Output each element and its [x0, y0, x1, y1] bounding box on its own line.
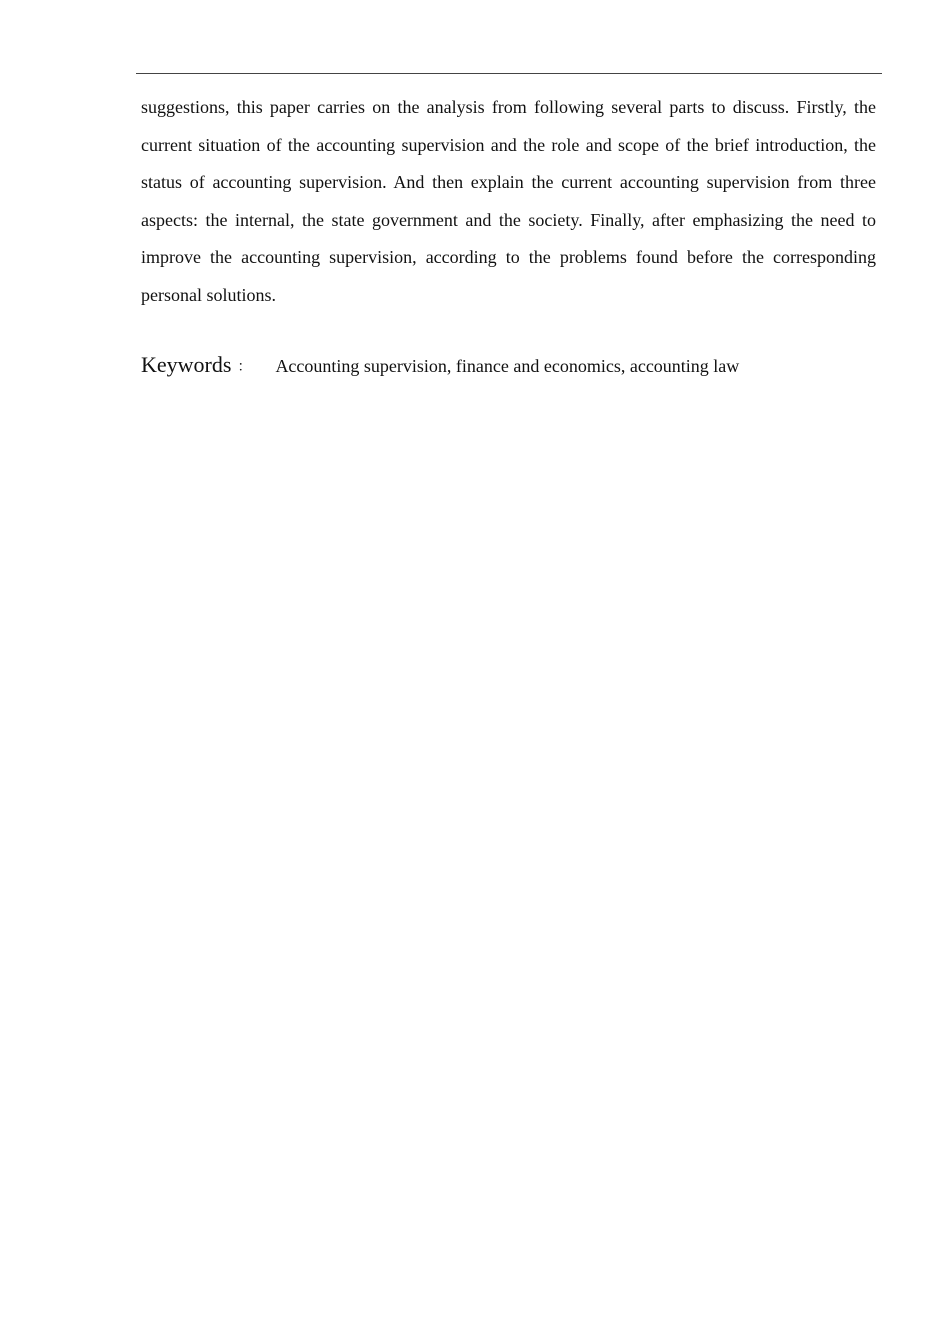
abstract-paragraph: suggestions, this paper carries on the analysis from following several parts to discuss. Firstly, the current situation of the accounting supervision and the role and scope of the brief introduction, the status of accounting supervision. And then explain the current accounting supervision from three aspects: the internal, the state government and the society. Finally, after emphasizing the need to improve the accounting supervision, according to the problems found before the corresponding personal solutions. [141, 97, 876, 305]
header-rule [136, 73, 882, 74]
keywords-value: Accounting supervision, finance and economics, accounting law [275, 356, 740, 376]
keywords-separator: ： [237, 360, 252, 375]
keywords-line [141, 349, 876, 384]
keywords-label: Keywords [141, 352, 232, 377]
